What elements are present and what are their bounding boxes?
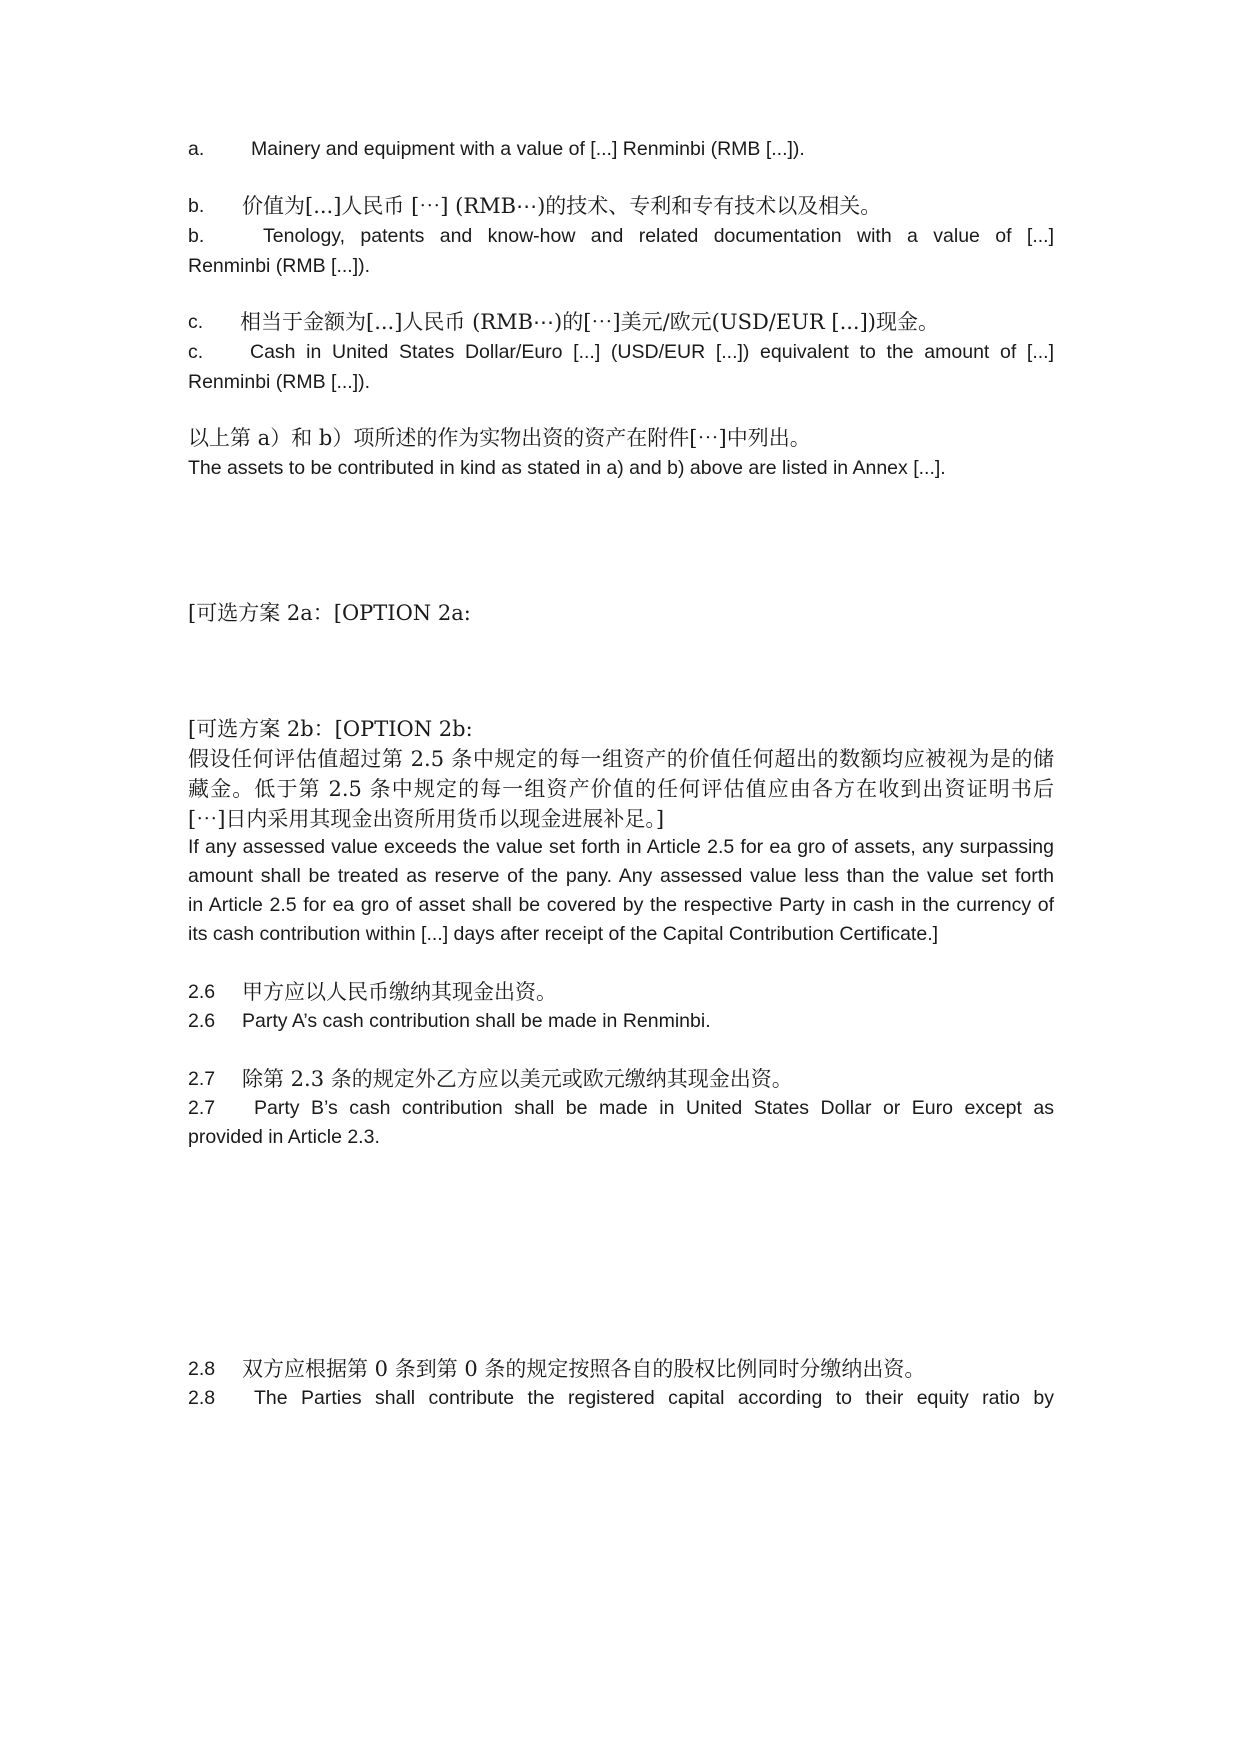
- assets-zh: 以上第 a）和 b）项所述的作为实物出资的资产在附件[⋯]中列出。: [188, 426, 811, 450]
- article-number: 2.7: [188, 1068, 216, 1090]
- article-text: 除第 2.3 条的规定外乙方应以美元或欧元缴纳其现金出资。: [242, 1067, 793, 1091]
- item-marker: c.: [188, 311, 204, 333]
- article-text-line1: Party B’s cash contribution shall be made in United States Dollar or Euro except as: [254, 1097, 1054, 1119]
- option-2b-en-line1: If any assessed value exceeds the value set forth in Article 2.5 for ea gro of assets, any surpassing: [188, 836, 1054, 858]
- option-2b-zh-line3: [⋯]日内采用其现金出资所用货币以现金进展补足。]: [188, 807, 665, 831]
- article-number: 2.8: [188, 1358, 216, 1380]
- item-marker: a.: [188, 138, 205, 160]
- option-2b-en-line3: in Article 2.5 for ea gro of asset shall be covered by the respective Party in cash in the currency of: [188, 894, 1054, 916]
- item-text: 价值为[...]人民币 [⋯] (RMB⋯)的技术、专利和专有技术以及相关。: [242, 194, 882, 218]
- article-2-7-en-line2: provided in Article 2.3.: [188, 1126, 380, 1148]
- item-marker: b.: [188, 195, 205, 217]
- item-marker: b.: [188, 225, 205, 247]
- article-text-line1: The Parties shall contribute the registered capital according to their equity ratio by: [254, 1387, 1054, 1409]
- item-marker: c.: [188, 341, 204, 363]
- article-number: 2.7: [188, 1097, 216, 1119]
- item-c-en-line2: Renminbi (RMB [...]).: [188, 371, 371, 393]
- item-text-line1: Cash in United States Dollar/Euro [...] (USD/EUR [...]) equivalent to the amount of [...]: [250, 341, 1054, 363]
- article-number: 2.6: [188, 981, 216, 1003]
- option-2a-heading: [可选方案 2a：[OPTION 2a:: [188, 601, 471, 625]
- article-text: 甲方应以人民币缴纳其现金出资。: [242, 980, 557, 1004]
- article-text: Party A’s cash contribution shall be made in Renminbi.: [242, 1010, 711, 1032]
- option-2b-zh-line2: 藏金。低于第 2.5 条中规定的每一组资产价值的任何评估值应由各方在收到出资证明书后: [188, 777, 1054, 801]
- article-text: 双方应根据第 0 条到第 0 条的规定按照各自的股权比例同时分缴纳出资。: [242, 1357, 926, 1381]
- item-text-line1: Tenology, patents and know-how and related documentation with a value of [...]: [263, 225, 1054, 247]
- item-text: Mainery and equipment with a value of [...] Renminbi (RMB [...]).: [251, 138, 805, 160]
- option-2b-en-line4: its cash contribution within [...] days after receipt of the Capital Contribution Certificate.]: [188, 923, 939, 945]
- option-2b-heading: [可选方案 2b：[OPTION 2b:: [188, 717, 473, 741]
- article-number: 2.6: [188, 1010, 216, 1032]
- assets-en: The assets to be contributed in kind as stated in a) and b) above are listed in Annex [...].: [188, 457, 946, 479]
- option-2b-zh-line1: 假设任何评估值超过第 2.5 条中规定的每一组资产的价值任何超出的数额均应被视为是的储: [188, 747, 1054, 771]
- item-text: 相当于金额为[...]人民币 (RMB⋯)的[⋯]美元/欧元(USD/EUR [...])现金。: [240, 310, 939, 334]
- option-2b-en-line2: amount shall be treated as reserve of the pany. Any assessed value less than the value set forth: [188, 865, 1054, 887]
- article-number: 2.8: [188, 1387, 216, 1409]
- item-b-en-line2: Renminbi (RMB [...]).: [188, 255, 371, 277]
